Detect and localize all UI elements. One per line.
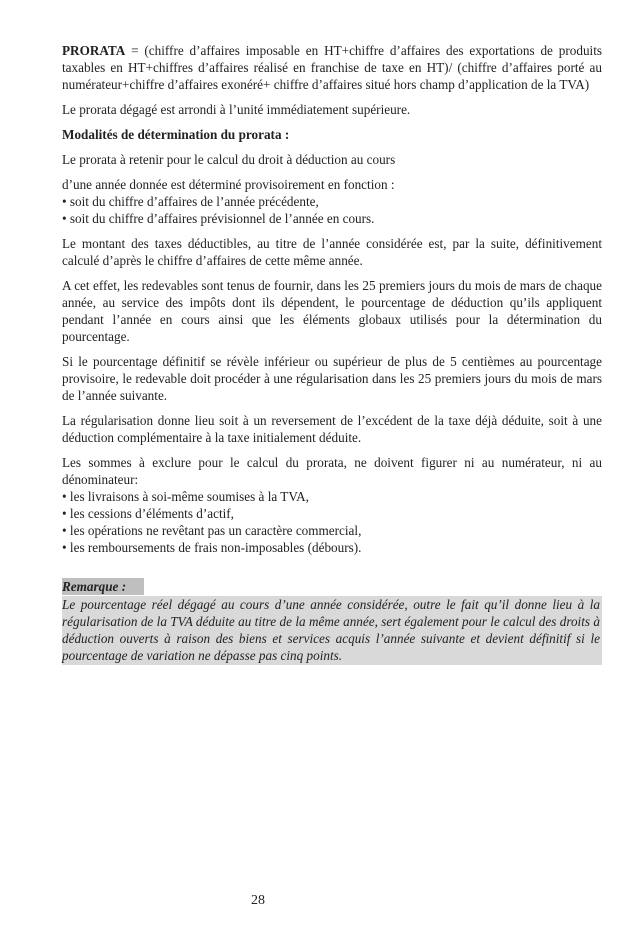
montant-paragraph: Le montant des taxes déductibles, au titre de l’année considérée est, par la suite, définitivement calculé d’après le chiffre d’affaires de cette même année. [62,236,602,268]
list-item: • les livraisons à soi-même soumises à la TVA, [62,488,602,505]
exclure-bullets [62,488,602,556]
prorata-label: PRORATA [62,43,126,58]
retain-bullets [62,193,602,227]
regularisation-paragraph: La régularisation donne lieu soit à un reversement de l’excédent de la taxe déjà déduite, soit à une déduction complémentaire à la taxe initialement déduite. [62,413,602,445]
document-page [62,42,602,665]
prorata-formula: = (chiffre d’affaires imposable en HT+chiffre d’affaires des exportations de produits taxables en HT+chiffres d’affaires réalisé en franchise de taxe en HT)/ (chiffre d’affaires porté au numérateur+chiffre d’affaires exonéré+ chiffre d’affaires situé hors champ d’application de la TVA) [62,43,602,92]
list-item: • les cessions d’éléments d’actif, [62,505,602,522]
remarque-body: Le pourcentage réel dégagé au cours d’une année considérée, outre le fait qu’il donne lieu à la régularisation de la TVA déduite au titre de la même année, sert également pour le calcul des droits à déduction ouverts à raison des biens et services acquis l’année suivante et devient définitif si le pourcentage de variation ne dépasse pas cinq points. [62,597,600,663]
prorata-definition [62,42,602,93]
effet-paragraph: A cet effet, les redevables sont tenus de fournir, dans les 25 premiers jours du mois de mars de chaque année, au service des impôts dont ils dépendent, le pourcentage de déduction qu’ils appliquent pendant l’année en cours ainsi que les éléments globaux utilisés pour la détermination du pourcentage. [62,278,602,344]
retain-line-1: Le prorata à retenir pour le calcul du droit à déduction au cours [62,152,396,167]
remarque-title: Remarque : [62,578,144,595]
remarque-box [62,578,602,665]
exclure-paragraph: Les sommes à exclure pour le calcul du prorata, ne doivent figurer ni au numérateur, ni au dénominateur: [62,455,602,487]
list-item: • soit du chiffre d’affaires prévisionnel de l’année en cours. [62,210,602,227]
list-item: • soit du chiffre d’affaires de l’année précédente, [62,193,602,210]
pourcentage-paragraph: Si le pourcentage définitif se révèle inférieur ou supérieur de plus de 5 centièmes au pourcentage provisoire, le redevable doit procéder à une régularisation dans les 25 premiers jours du mois de mars de l’année suivante. [62,354,602,403]
list-item: • les remboursements de frais non-imposables (débours). [62,539,602,556]
rounding-rule: Le prorata dégagé est arrondi à l’unité immédiatement supérieure. [62,102,411,117]
retain-line-2: d’une année donnée est déterminé provisoirement en fonction : [62,177,395,192]
list-item: • les opérations ne revêtant pas un caractère commercial, [62,522,602,539]
page-number: 28 [251,893,265,908]
modalites-heading: Modalités de détermination du prorata : [62,127,290,142]
